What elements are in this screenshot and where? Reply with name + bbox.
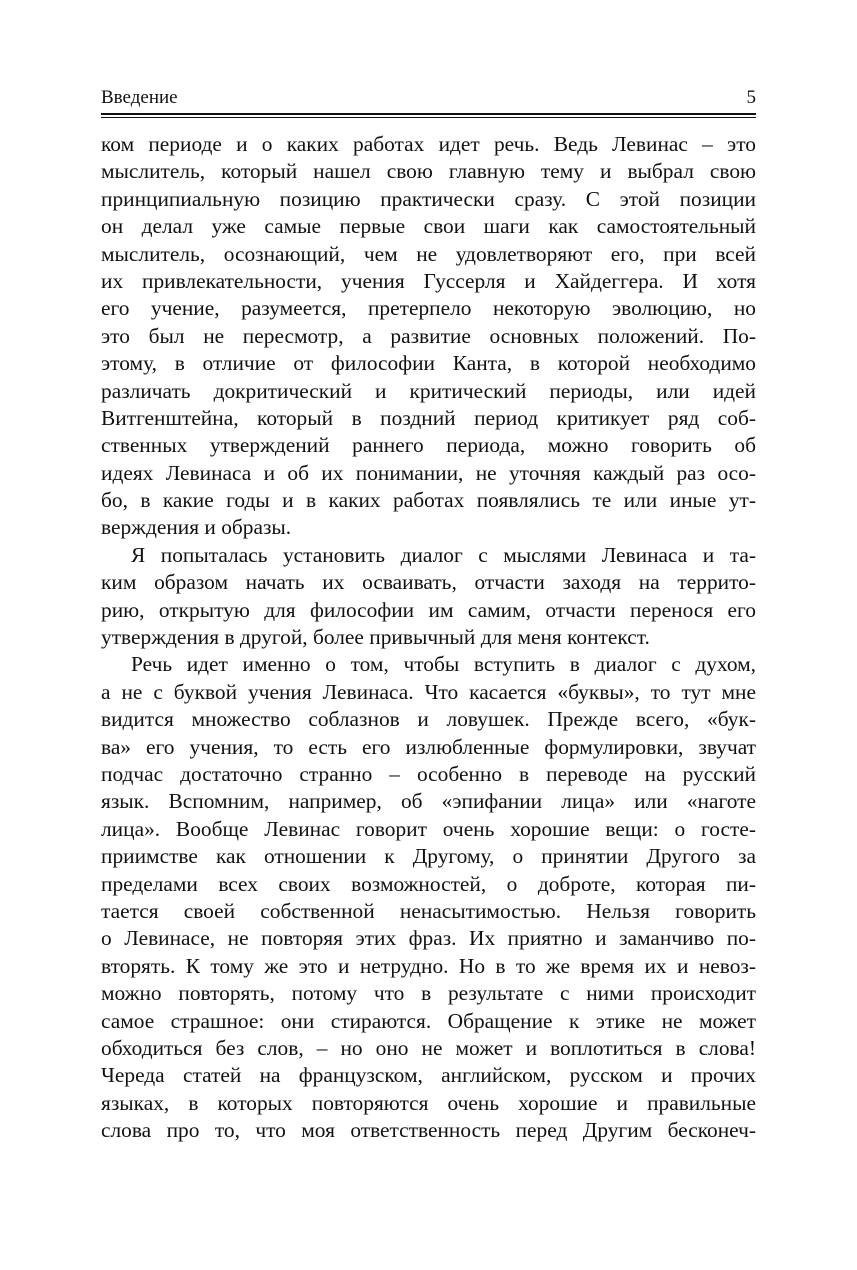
text-line: ком периоде и о каких работах идет речь. Ведь Левинас – это (101, 132, 756, 156)
section-title: Введение (101, 87, 178, 108)
text-line: верждения и образы. (101, 515, 292, 540)
text-line: ким образом начать их осваивать, отчасти заходя на террито- (101, 570, 756, 595)
text-line: язык. Вспомним, например, об «эпифании лица» или «наготе (101, 789, 756, 814)
text-line: самое страшное: они стираются. Обращение к этике не может (101, 1008, 756, 1033)
paragraph (101, 542, 756, 652)
text-line: их привлекательности, учения Гуссерля и Хайдеггера. И хотя (101, 268, 756, 293)
text-line: Речь идет именно о том, чтобы вступить в диалог с духом, (131, 652, 756, 677)
text-line: бо, в какие годы и в каких работах появлялись те или иные ут- (101, 488, 756, 513)
text-line: Витгенштейна, который в поздний период критикует ряд соб- (101, 405, 756, 430)
text-line: подчас достаточно странно – особенно в переводе на русский (101, 761, 756, 786)
text-line: языках, в которых повторяются очень хорошие и правильные (101, 1090, 756, 1115)
text-line: Я попыталась установить диалог с мыслями Левинаса и та- (131, 542, 756, 567)
running-head (101, 86, 756, 110)
text-line: рию, открытую для философии им самим, отчасти перенося его (101, 597, 756, 622)
text-line: он делал уже самые первые свои шаги как самостоятельный (101, 214, 756, 239)
text-line: вторять. К тому же это и нетрудно. Но в то же время их и невоз- (101, 953, 756, 978)
text-line: можно повторять, потому что в результате с ними происходит (101, 981, 756, 1006)
text-line: различать докритический и критический периоды, или идей (101, 378, 756, 403)
text-line: утверждения в другой, более привычный для меня контекст. (101, 625, 650, 650)
text-line: его учение, разумеется, претерпело некоторую эволюцию, но (101, 296, 756, 321)
text-line: приимстве как отношении к Другому, о принятии Другого за (101, 844, 756, 869)
body-text (101, 131, 756, 1144)
text-line: ва» его учения, то есть его излюбленные формулировки, звучат (101, 734, 756, 759)
header-rule-thick (101, 113, 756, 115)
text-line: принципиальную позицию практически сразу. С этой позиции (101, 186, 756, 211)
text-line: мыслитель, осознающий, чем не удовлетворяют его, при всей (101, 241, 756, 266)
text-line: Череда статей на французском, английском, русском и прочих (101, 1063, 756, 1088)
text-line: обходиться без слов, – но оно не может и воплотиться в слова! (101, 1035, 756, 1060)
text-line: слова про то, что моя ответственность перед Другим бесконеч- (101, 1118, 756, 1143)
header-rule-thin (101, 117, 756, 118)
paragraph (101, 651, 756, 1144)
text-line: это был не пересмотр, а развитие основных положений. По- (101, 323, 756, 348)
text-line: ственных утверждений раннего периода, можно говорить об (101, 433, 756, 458)
paragraph (101, 131, 756, 542)
text-line: тается своей собственной ненасытимостью. Нельзя говорить (101, 898, 756, 923)
text-line: пределами всех своих возможностей, о доброте, которая пи- (101, 871, 756, 896)
text-line: видится множество соблазнов и ловушек. Прежде всего, «бук- (101, 707, 756, 732)
text-line: мыслитель, который нашел свою главную тему и выбрал свою (101, 159, 756, 184)
text-line: о Левинасе, не повторяя этих фраз. Их приятно и заманчиво по- (101, 926, 756, 951)
text-line: а не с буквой учения Левинаса. Что касается «буквы», то тут мне (101, 679, 756, 704)
page-number: 5 (746, 87, 756, 108)
text-line: лица». Вообще Левинас говорит очень хорошие вещи: о госте- (101, 816, 756, 841)
text-line: идеях Левинаса и об их понимании, не уточняя каждый раз осо- (101, 460, 756, 485)
text-line: этому, в отличие от философии Канта, в которой необходимо (101, 351, 756, 376)
